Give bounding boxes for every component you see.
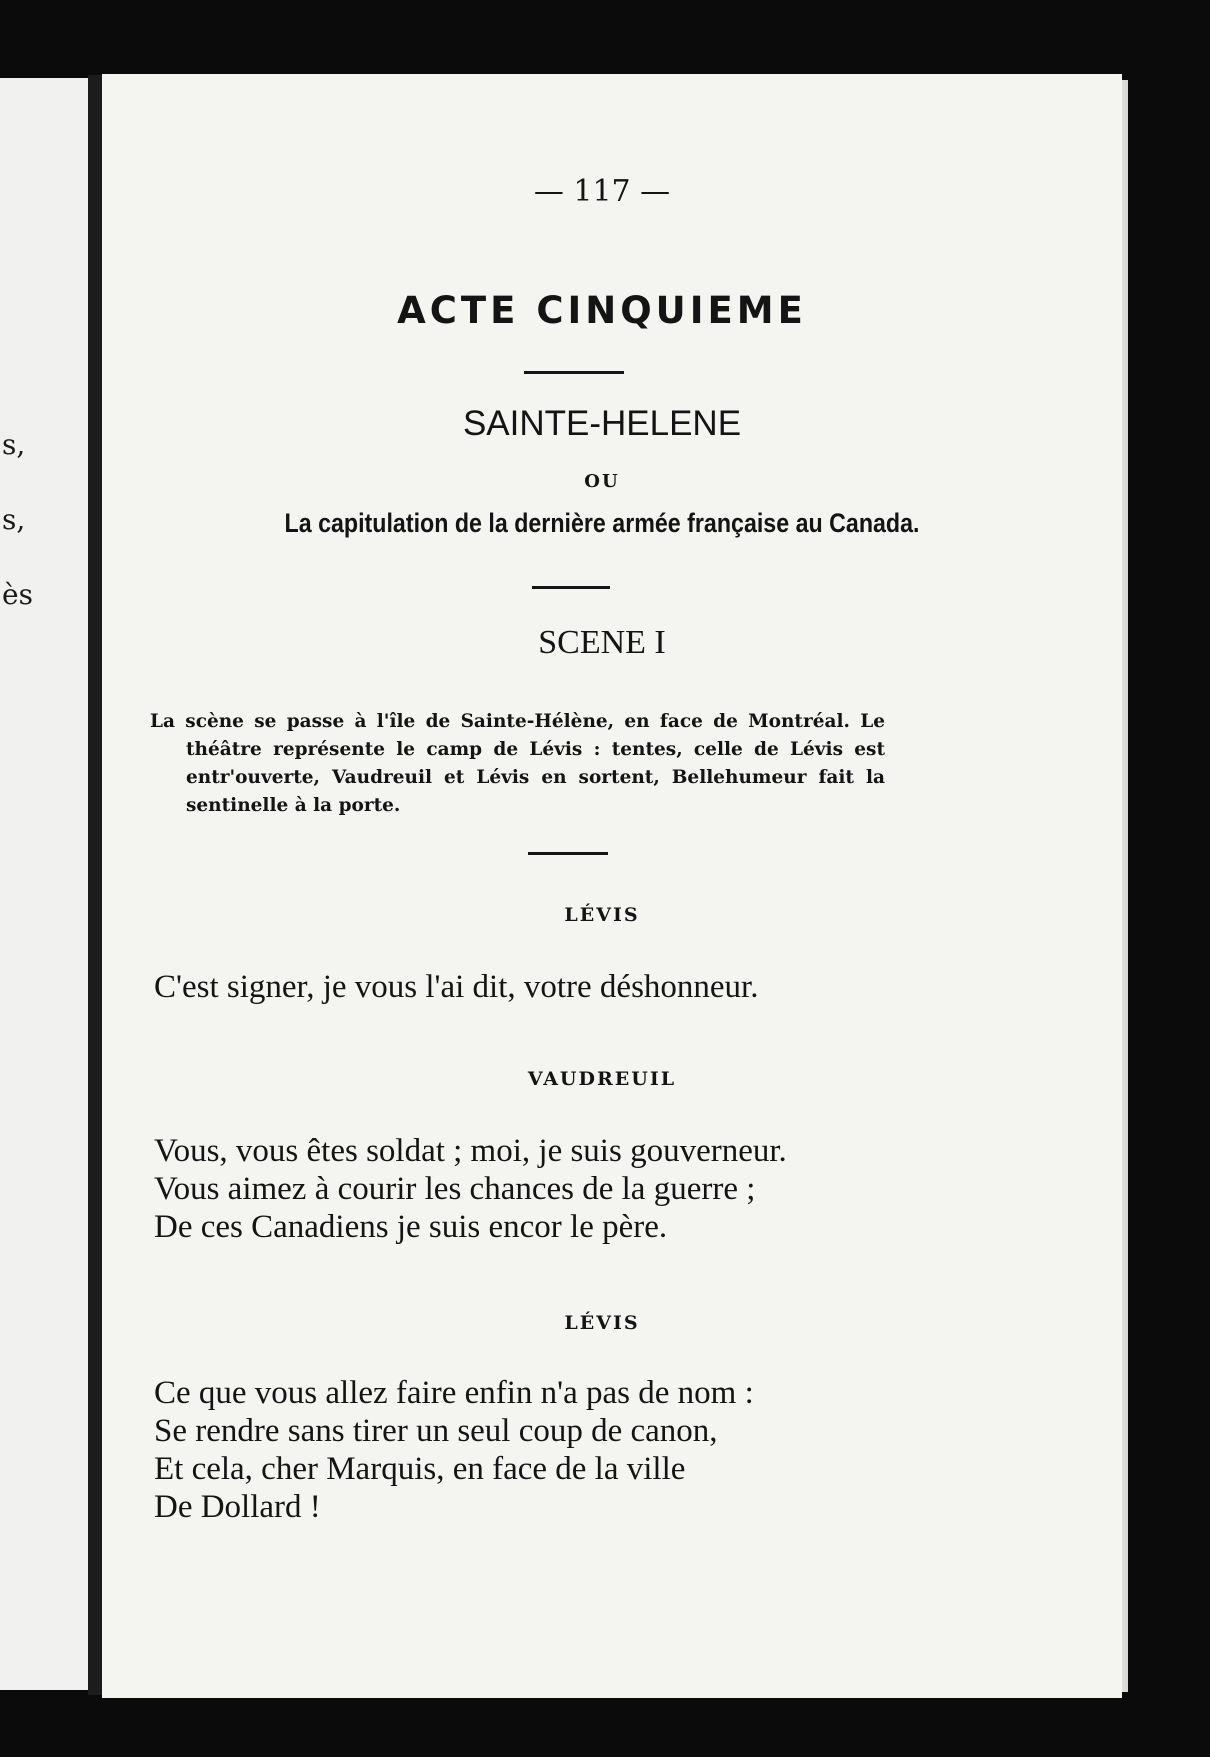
- left-page-text: s,: [2, 428, 26, 461]
- verse-line: Se rendre sans tirer un seul coup de canon,: [154, 1413, 718, 1449]
- divider-rule: [524, 371, 624, 374]
- verse-line: C'est signer, je vous l'ai dit, votre déshonneur.: [154, 969, 759, 1005]
- verse-line: De ces Canadiens je suis encor le père.: [154, 1209, 668, 1245]
- place-title: SAINTE-HELENE: [462, 404, 742, 443]
- verse-block: [154, 968, 1054, 1006]
- speaker-name: VAUDREUIL: [527, 1068, 677, 1090]
- page-number: — 117 —: [533, 174, 671, 209]
- or-connector: OU: [584, 471, 620, 492]
- verse-block: [154, 1132, 1054, 1246]
- book-spine: [88, 75, 102, 1695]
- scene-title: SCENE I: [538, 624, 666, 661]
- verse-line: Vous aimez à courir les chances de la guerre ;: [154, 1171, 756, 1207]
- left-page-text: ès: [2, 578, 33, 611]
- stage-direction: [150, 708, 885, 820]
- divider-rule: [532, 586, 610, 589]
- page-content: [102, 74, 1122, 1698]
- verse-line: De Dollard !: [154, 1489, 321, 1525]
- divider-rule: [528, 852, 608, 855]
- speaker-name: LÉVIS: [564, 1312, 640, 1334]
- verse-line: Vous, vous êtes soldat ; moi, je suis gouverneur.: [154, 1133, 787, 1169]
- left-page-fragment: [0, 78, 88, 1690]
- left-page-text: s,: [2, 503, 26, 536]
- speaker-name: LÉVIS: [564, 904, 640, 926]
- verse-block: [154, 1374, 1054, 1526]
- right-page: [102, 74, 1122, 1698]
- verse-line: Ce que vous allez faire enfin n'a pas de nom :: [154, 1375, 754, 1411]
- verse-line: Et cela, cher Marquis, en face de la ville: [154, 1451, 686, 1487]
- play-subtitle: La capitulation de la dernière armée française au Canada.: [284, 508, 920, 538]
- act-title: ACTE CINQUIEME: [397, 289, 807, 332]
- stage-direction-text: La scène se passe à l'île de Sainte-Hélène, en face de Montréal. Le théâtre représente le camp de Lévis : tentes, celle de Lévis est entr'ouverte, Vaudreuil et Lévis en sortent, Bellehumeur fait la sentinelle à la porte.: [150, 711, 885, 816]
